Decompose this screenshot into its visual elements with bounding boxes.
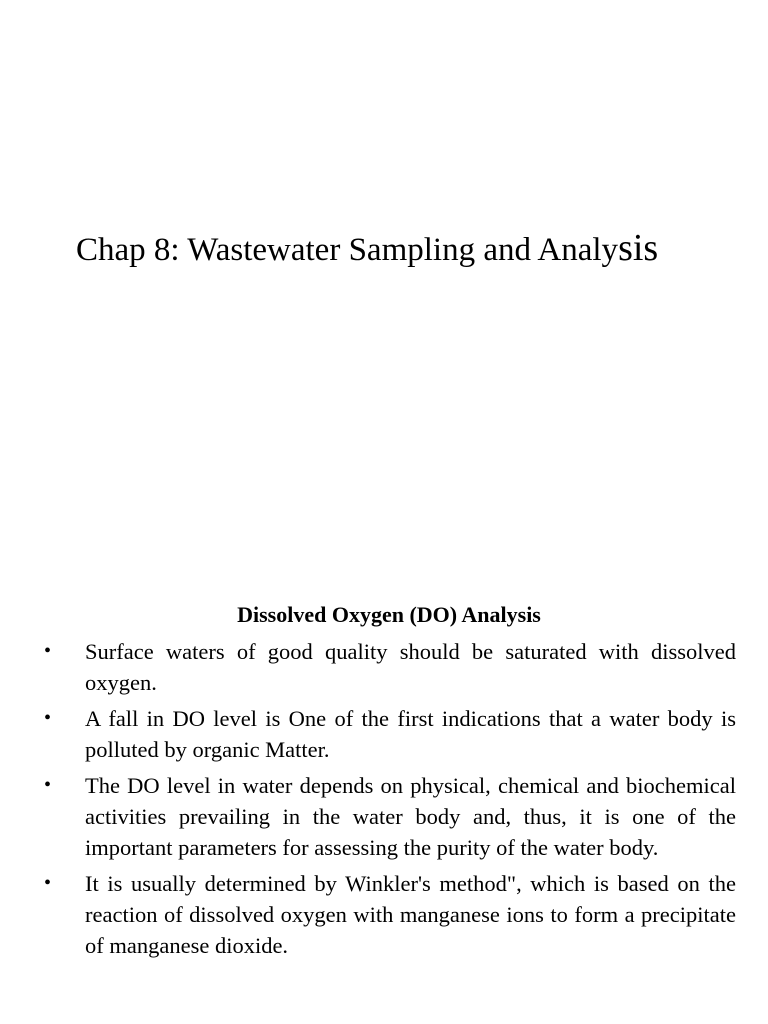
bullet-icon: • bbox=[44, 707, 52, 729]
bullet-icon: • bbox=[44, 774, 52, 796]
list-item bbox=[40, 770, 736, 863]
bullet-icon: • bbox=[44, 640, 52, 662]
list-item bbox=[40, 703, 736, 765]
chapter-title-tail: sis bbox=[618, 227, 659, 269]
list-item bbox=[40, 636, 736, 698]
bullet-icon: • bbox=[44, 872, 52, 894]
chapter-title-main: Chap 8: Wastewater Sampling and Analy bbox=[76, 232, 619, 268]
bullet-text: The DO level in water depends on physical, chemical and biochemical activities prevailing in the water body and, thus, it is one of the important parameters for assessing the purity of the water body. bbox=[85, 773, 736, 860]
section-heading: Dissolved Oxygen (DO) Analysis bbox=[237, 602, 541, 627]
bullet-text: Surface waters of good quality should be saturated with dissolved oxygen. bbox=[85, 639, 736, 695]
list-item bbox=[40, 868, 736, 961]
bullet-list bbox=[40, 636, 736, 966]
bullet-text: A fall in DO level is One of the first indications that a water body is polluted by organic Matter. bbox=[85, 706, 736, 762]
chapter-title bbox=[76, 228, 736, 270]
bullet-text: It is usually determined by Winkler's method", which is based on the reaction of dissolved oxygen with manganese ions to form a precipitate of manganese dioxide. bbox=[85, 871, 736, 958]
